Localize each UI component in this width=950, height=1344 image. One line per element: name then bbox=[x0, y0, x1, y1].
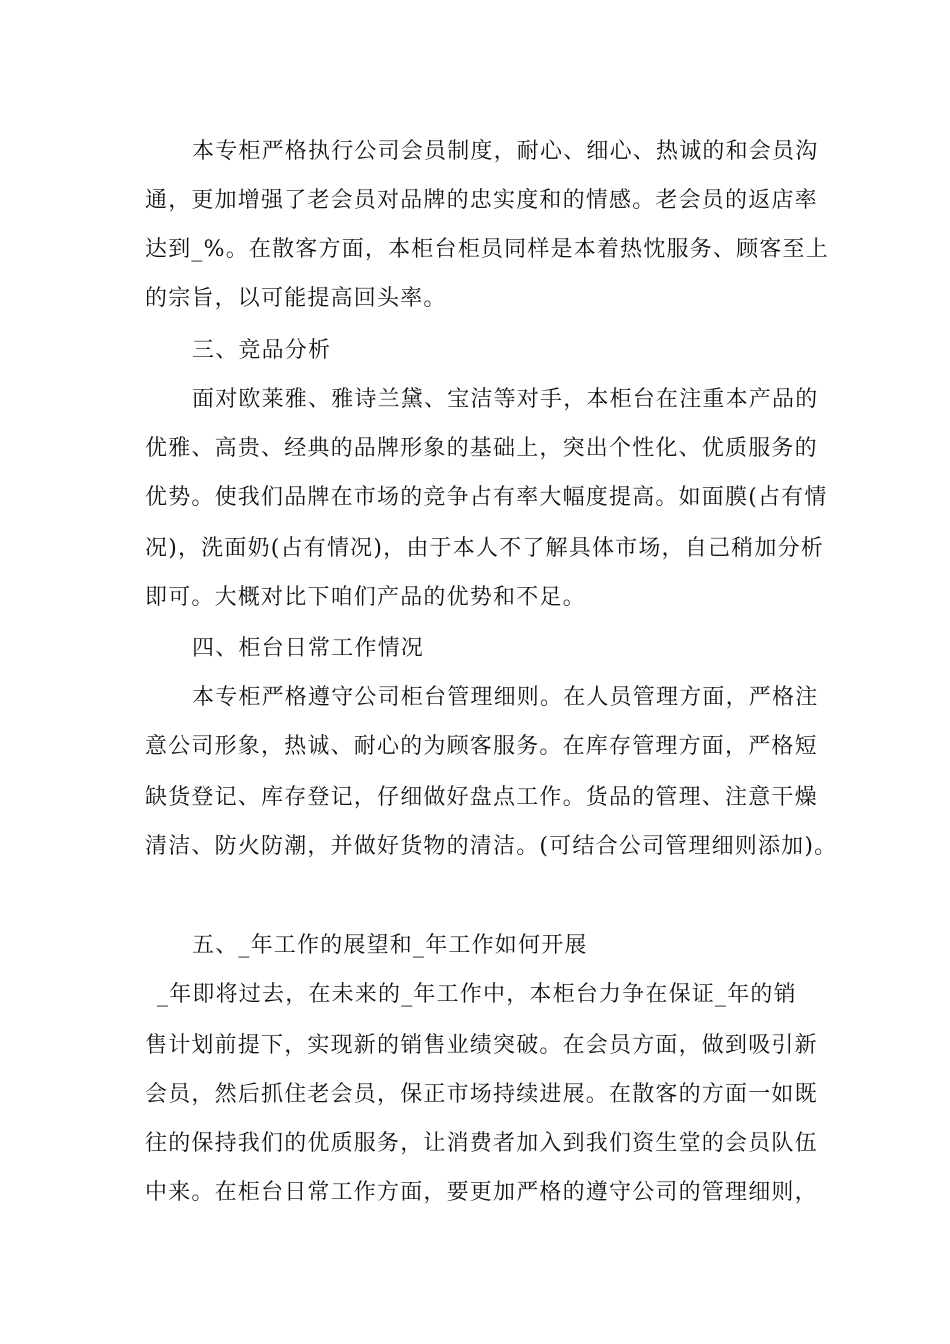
paragraph-line: 清洁、防火防潮，并做好货物的清洁。(可结合公司管理细则添加)。 bbox=[145, 834, 838, 859]
paragraph-line: 会员，然后抓住老会员，保正市场持续进展。在散客的方面一如既 bbox=[145, 1082, 818, 1107]
paragraph-line: 即可。大概对比下咱们产品的优势和不足。 bbox=[145, 585, 586, 610]
paragraph-line: 售计划前提下，实现新的销售业绩突破。在会员方面，做到吸引新 bbox=[145, 1033, 818, 1058]
paragraph-line: 优势。使我们品牌在市场的竞争占有率大幅度提高。如面膜(占有情 bbox=[145, 485, 828, 510]
paragraph-line: 缺货登记、库存登记，仔细做好盘点工作。货品的管理、注意干燥 bbox=[145, 785, 818, 810]
paragraph-line: 的宗旨，以可能提高回头率。 bbox=[145, 286, 447, 311]
section-heading: 三、竞品分析 bbox=[192, 338, 332, 363]
paragraph-line: 优雅、高贵、经典的品牌形象的基础上，突出个性化、优质服务的 bbox=[145, 436, 818, 461]
paragraph-line: 意公司形象，热诚、耐心的为顾客服务。在库存管理方面，严格短 bbox=[145, 734, 818, 759]
paragraph-line: 况)，洗面奶(占有情况)，由于本人不了解具体市场，自己稍加分析 bbox=[145, 536, 824, 561]
paragraph-line: 本专柜严格执行公司会员制度，耐心、细心、热诚的和会员沟 bbox=[192, 139, 819, 164]
paragraph-line: 中来。在柜台日常工作方面，要更加严格的遵守公司的管理细则， bbox=[145, 1180, 818, 1205]
section-heading: 四、柜台日常工作情况 bbox=[192, 636, 425, 661]
paragraph-line: _年即将过去，在未来的_年工作中，本柜台力争在保证_年的销 bbox=[157, 982, 797, 1007]
paragraph-line: 面对欧莱雅、雅诗兰黛、宝洁等对手，本柜台在注重本产品的 bbox=[192, 387, 819, 412]
paragraph-line: 通，更加增强了老会员对品牌的忠实度和的情感。老会员的返店率 bbox=[145, 188, 818, 213]
paragraph-line: 往的保持我们的优质服务，让消费者加入到我们资生堂的会员队伍 bbox=[145, 1131, 818, 1156]
paragraph-line: 达到_%。在散客方面，本柜台柜员同样是本着热忱服务、顾客至上 bbox=[145, 237, 829, 262]
paragraph-line: 本专柜严格遵守公司柜台管理细则。在人员管理方面，严格注 bbox=[192, 685, 819, 710]
section-heading: 五、_年工作的展望和_年工作如何开展 bbox=[192, 933, 588, 958]
